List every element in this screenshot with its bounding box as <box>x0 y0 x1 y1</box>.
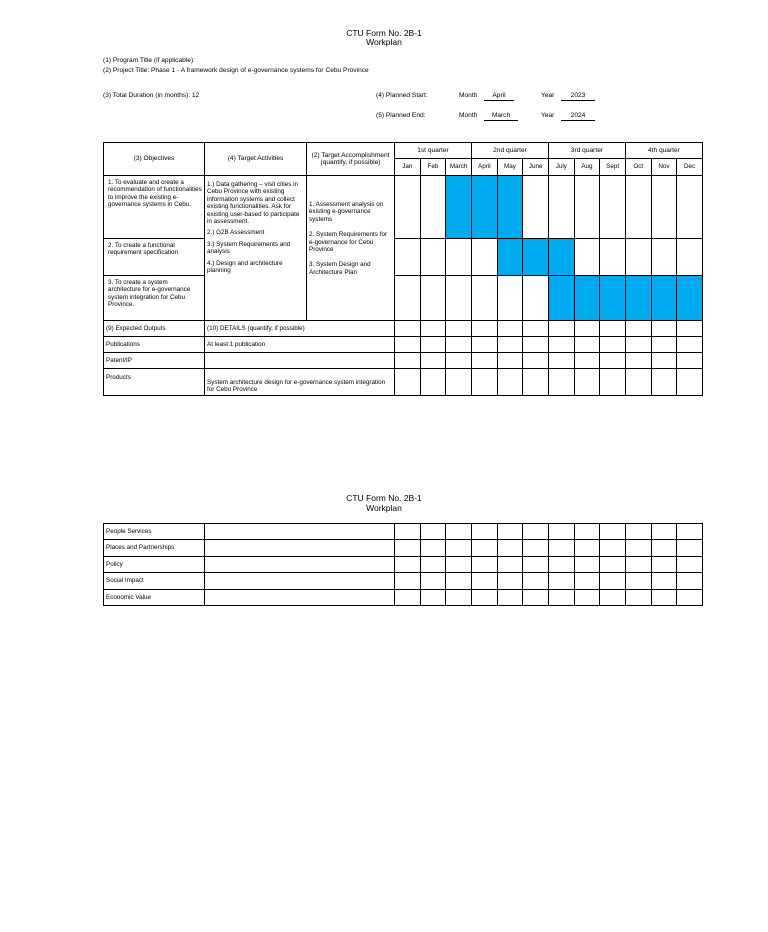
row-label-social-impact: Social Impact <box>104 573 205 589</box>
output-label-patent: Patent/IP <box>104 353 205 369</box>
project-title: (2) Project Title: Phase 1 - A framework design of e-governance systems for Cebu Province <box>103 67 369 74</box>
month-header: Feb <box>420 159 446 176</box>
end-year-value: 2024 <box>561 112 595 121</box>
gantt-cell <box>677 276 703 321</box>
accomplishment-1: 1. Assessment analysis on existing e-governance systems <box>309 201 384 223</box>
details-label: (10) DETAILS (quantify, if possible) <box>205 321 395 337</box>
gantt-cell <box>446 276 472 321</box>
gantt-cell <box>523 239 549 276</box>
header-objectives: (3) Objectives <box>104 143 205 176</box>
output-label-products: Products <box>104 369 205 396</box>
activity-4: 4.) Design and architecture planning <box>207 259 283 275</box>
program-title: (1) Program Title (if applicable): <box>103 57 195 64</box>
month-header: Jan <box>395 159 421 176</box>
form-subtitle: Workplan <box>366 37 402 47</box>
end-year-label: Year <box>541 112 555 119</box>
gantt-cell <box>420 176 446 239</box>
gantt-cell <box>446 239 472 276</box>
end-month-value: March <box>484 112 518 121</box>
month-header: Sept <box>600 159 626 176</box>
gantt-cell <box>548 276 574 321</box>
expected-outputs-label: (9) Expected Outputs <box>104 321 205 337</box>
gantt-cell <box>574 239 600 276</box>
header-quarter-3: 3rd quarter <box>548 143 625 159</box>
row-label-policy: Policy <box>104 556 205 572</box>
month-header: June <box>523 159 549 176</box>
start-year-label: Year <box>541 92 555 99</box>
gantt-cell <box>497 239 523 276</box>
gantt-cell <box>471 239 497 276</box>
activity-1: 1.) Data gathering – visit cities in Cebu Province with existing information systems and collect existing functionalities. Ask for existing user-based to participate in assessment. <box>207 181 300 226</box>
workplan-table <box>103 142 703 396</box>
row-label-people-services: People Services <box>104 524 205 540</box>
gantt-cell <box>471 276 497 321</box>
gantt-cell <box>625 176 651 239</box>
month-header: July <box>548 159 574 176</box>
form-subtitle-2: Workplan <box>366 503 402 513</box>
gantt-cell <box>446 176 472 239</box>
planned-end-label: (5) Planned End: <box>376 112 426 119</box>
gantt-cell <box>471 176 497 239</box>
gantt-cell <box>497 276 523 321</box>
gantt-cell <box>420 239 446 276</box>
planned-start-label: (4) Planned Start: <box>376 92 428 99</box>
target-accomplishment-cell <box>307 176 395 321</box>
gantt-cell <box>395 276 421 321</box>
start-year-value: 2023 <box>561 92 595 101</box>
month-header: March <box>446 159 472 176</box>
gantt-cell <box>395 176 421 239</box>
gantt-cell <box>625 239 651 276</box>
workplan-table-2 <box>103 523 703 606</box>
gantt-cell <box>497 176 523 239</box>
header-quarter-2: 2nd quarter <box>471 143 548 159</box>
start-month-label: Month <box>459 92 478 99</box>
gantt-cell <box>395 239 421 276</box>
gantt-cell <box>523 276 549 321</box>
accomplishment-2: 2. System Requirements for e-governance for Cebu Province <box>309 231 388 254</box>
gantt-cell <box>651 176 677 239</box>
gantt-cell <box>574 176 600 239</box>
form-number: CTU Form No. 2B-1 <box>346 28 422 38</box>
header-target-activities: (4) Target Activities <box>205 143 307 176</box>
gantt-cell <box>600 176 626 239</box>
gantt-cell <box>677 176 703 239</box>
target-activities-cell <box>205 176 307 321</box>
activity-2: 2.) G2B Assessment <box>207 229 265 237</box>
output-detail-publications: At least 1 publication <box>205 337 395 353</box>
accomplishment-3: 3. System Design and Architecture Plan <box>309 261 371 276</box>
gantt-cell <box>625 276 651 321</box>
form-number-2: CTU Form No. 2B-1 <box>346 493 422 503</box>
gantt-cell <box>574 276 600 321</box>
gantt-cell <box>651 239 677 276</box>
end-month-label: Month <box>459 112 478 119</box>
output-detail-products: System architecture design for e-governance system integration for Cebu Province <box>205 369 395 396</box>
header-target-accomplishment: (2) Target Accomplishment (quantify, if possible) <box>307 143 395 176</box>
month-header: Dec <box>677 159 703 176</box>
month-header: Oct <box>625 159 651 176</box>
month-header: Nov <box>651 159 677 176</box>
month-header: Aug <box>574 159 600 176</box>
gantt-cell <box>523 176 549 239</box>
gantt-cell <box>548 239 574 276</box>
objective-2: 2. To create a functional requirement specification <box>104 239 205 276</box>
objective-3: 3. To create a system architecture for e-governance system integration for Cebu Province. <box>104 276 205 321</box>
gantt-cell <box>548 176 574 239</box>
gantt-cell <box>600 239 626 276</box>
row-label-places-partnerships: Places and Partnerships <box>104 540 205 556</box>
activity-3: 3.) System Requirements and analysis <box>207 240 291 256</box>
objective-1: 1. To evaluate and create a recommendation of functionalities to improve the existing e-governance systems in Cebu. <box>104 176 205 239</box>
month-header: April <box>471 159 497 176</box>
header-quarter-1: 1st quarter <box>395 143 472 159</box>
total-duration: (3) Total Duration (in months): 12 <box>103 92 200 99</box>
gantt-cell <box>600 276 626 321</box>
gantt-cell <box>420 276 446 321</box>
row-label-economic-value: Economic Value <box>104 589 205 605</box>
output-label-publications: Publications <box>104 337 205 353</box>
gantt-cell <box>677 239 703 276</box>
gantt-cell <box>651 276 677 321</box>
month-header: May <box>497 159 523 176</box>
header-quarter-4: 4th quarter <box>625 143 702 159</box>
output-detail-patent <box>205 353 395 369</box>
start-month-value: April <box>484 92 514 101</box>
